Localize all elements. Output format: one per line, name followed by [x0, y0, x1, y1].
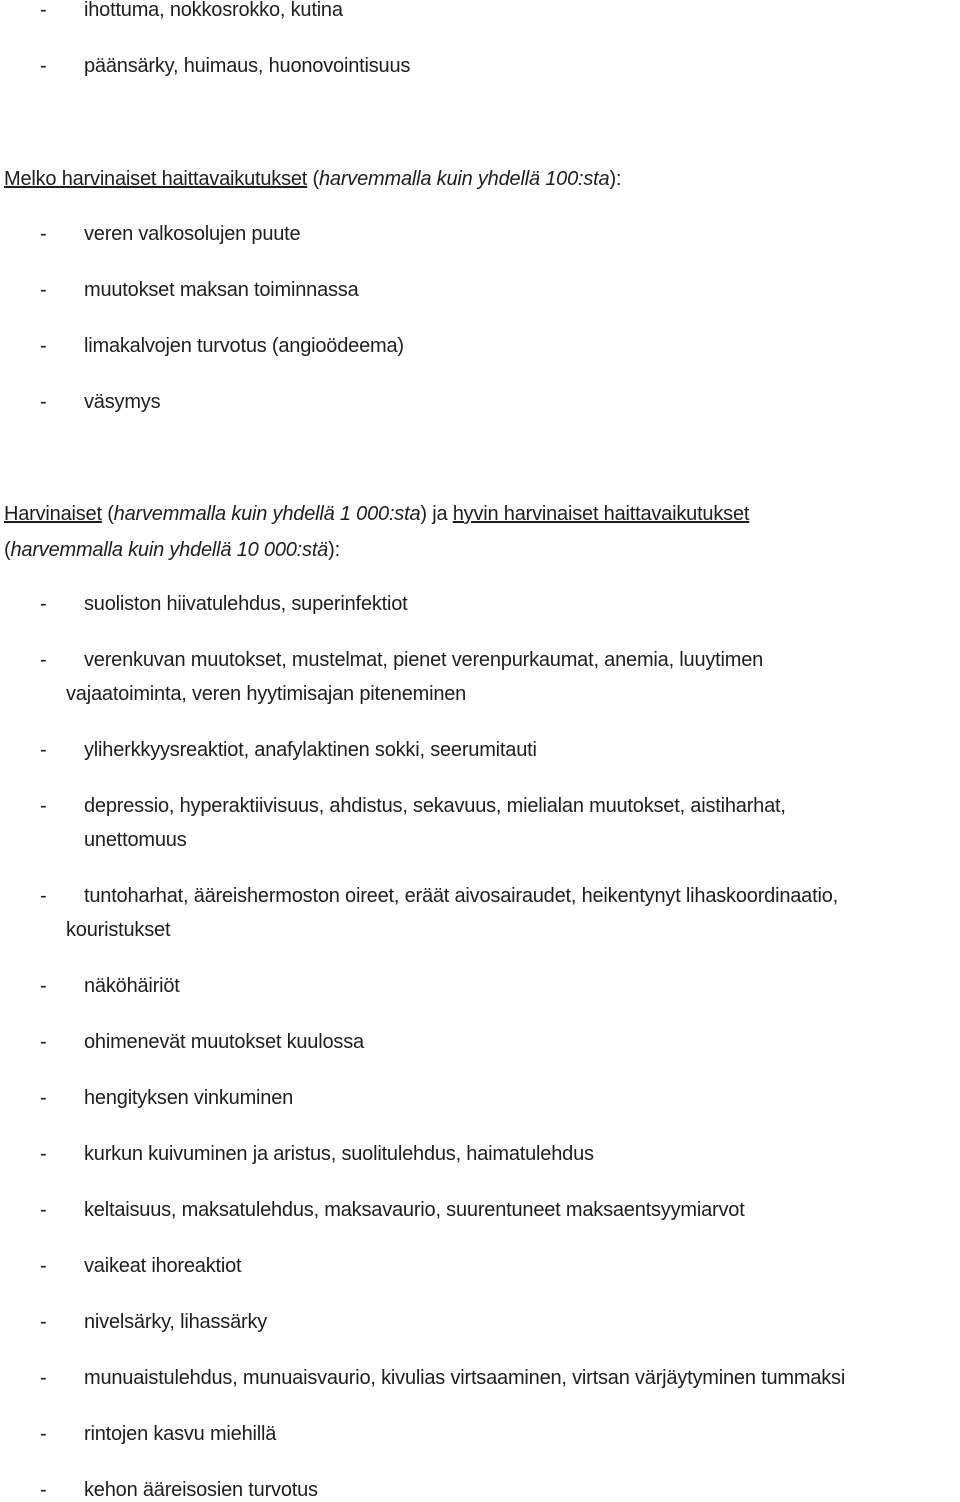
list-dash: - — [40, 1199, 47, 1221]
list-dash: - — [40, 1423, 47, 1445]
list-dash: - — [40, 223, 47, 245]
list-item-text: verenkuvan muutokset, mustelmat, pienet verenpurkaumat, anemia, luuytimen — [84, 649, 764, 671]
section-heading-uncommon — [4, 167, 621, 191]
heading-punct: ): — [609, 168, 622, 190]
list-dash: - — [40, 391, 47, 413]
list-item-text: hengityksen vinkuminen — [84, 1087, 294, 1109]
list-item-text: munuaistulehdus, munuaisvaurio, kivulias virtsaaminen, virtsan värjäytyminen tummaksi — [84, 1367, 846, 1389]
list-item-text: keltaisuus, maksatulehdus, maksavaurio, suurentuneet maksaentsyymiarvot — [84, 1199, 745, 1221]
list-dash: - — [40, 1479, 47, 1501]
list-item-text: näköhäiriöt — [84, 975, 180, 997]
list-item-text: rintojen kasvu miehillä — [84, 1423, 277, 1445]
list-dash: - — [40, 975, 47, 997]
list-dash: - — [40, 1255, 47, 1277]
list-dash: - — [40, 795, 47, 817]
list-dash: - — [40, 593, 47, 615]
list-item-continuation: vajaatoiminta, veren hyytimisajan piteneminen — [66, 683, 467, 705]
section-heading-rare — [4, 502, 749, 526]
list-dash: - — [40, 1143, 47, 1165]
list-item-text: limakalvojen turvotus (angioödeema) — [84, 335, 404, 357]
section-heading-rare-line2 — [4, 538, 340, 562]
heading-punct: ): — [328, 539, 340, 561]
list-item-text: tuntoharhat, ääreishermoston oireet, eräät aivosairaudet, heikentynyt lihaskoordinaatio, — [84, 885, 838, 907]
list-dash: - — [40, 335, 47, 357]
heading-punct: ( — [307, 168, 319, 190]
list-dash: - — [40, 279, 47, 301]
list-dash: - — [40, 0, 47, 21]
list-item-text: veren valkosolujen puute — [84, 223, 301, 245]
list-dash: - — [40, 649, 47, 671]
heading-frequency-definition: harvemmalla kuin yhdellä 10 000:stä — [10, 539, 329, 561]
list-item-text: ihottuma, nokkosrokko, kutina — [84, 0, 343, 21]
list-dash: - — [40, 739, 47, 761]
heading-frequency-label: Harvinaiset — [4, 503, 102, 525]
heading-punct: ( — [4, 539, 11, 561]
list-item-text: yliherkkyysreaktiot, anafylaktinen sokki, seerumitauti — [84, 739, 537, 761]
list-dash: - — [40, 1311, 47, 1333]
heading-frequency-definition: harvemmalla kuin yhdellä 100:sta — [319, 168, 610, 190]
list-item-text: ohimenevät muutokset kuulossa — [84, 1031, 364, 1053]
heading-frequency-label: hyvin harvinaiset haittavaikutukset — [452, 503, 750, 525]
list-item-text: muutokset maksan toiminnassa — [84, 279, 359, 301]
list-dash: - — [40, 1031, 47, 1053]
list-dash: - — [40, 1087, 47, 1109]
heading-frequency-label: Melko harvinaiset haittavaikutukset — [4, 168, 308, 190]
heading-punct: ( — [101, 503, 114, 525]
list-item-text: päänsärky, huimaus, huonovointisuus — [84, 55, 411, 77]
list-item-text: kurkun kuivuminen ja aristus, suolitulehdus, haimatulehdus — [84, 1143, 594, 1165]
list-dash: - — [40, 55, 47, 77]
list-item-text: nivelsärky, lihassärky — [84, 1311, 268, 1333]
list-item-text: väsymys — [84, 391, 161, 413]
list-item-text: vaikeat ihoreaktiot — [84, 1255, 242, 1277]
list-item-text: kehon ääreisosien turvotus — [84, 1479, 318, 1501]
list-item-continuation: unettomuus — [84, 829, 187, 851]
heading-frequency-definition: harvemmalla kuin yhdellä 1 000:sta — [113, 503, 421, 525]
heading-punct: ) ja — [420, 503, 453, 525]
list-item-text: suoliston hiivatulehdus, superinfektiot — [84, 593, 408, 615]
list-dash: - — [40, 1367, 47, 1389]
list-dash: - — [40, 885, 47, 907]
list-item-text: depressio, hyperaktiivisuus, ahdistus, sekavuus, mielialan muutokset, aistiharhat, — [84, 795, 786, 817]
list-item-continuation: kouristukset — [66, 919, 171, 941]
